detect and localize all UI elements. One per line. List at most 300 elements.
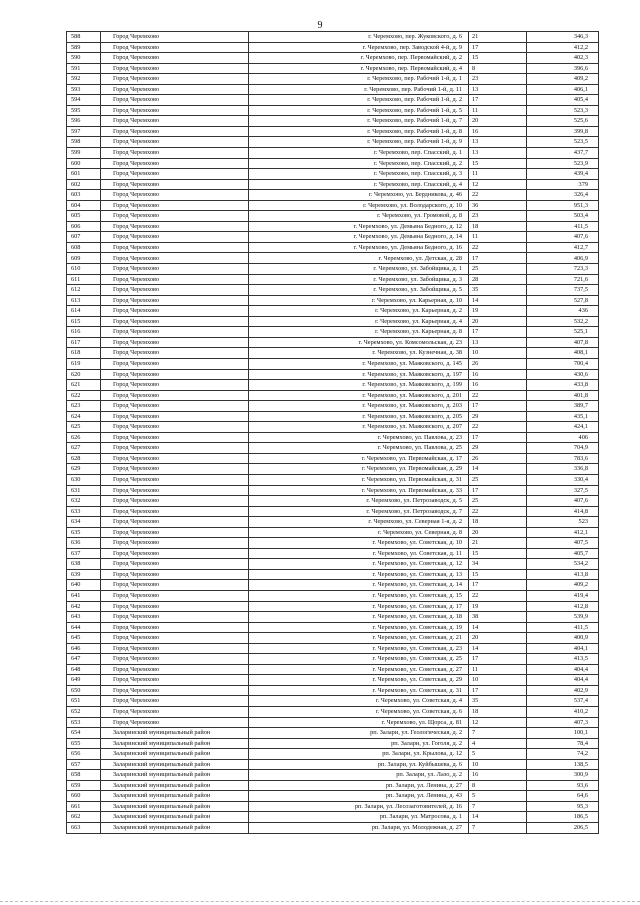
municipality-cell: Город Черемхово bbox=[101, 464, 249, 475]
area-cell: 404,1 bbox=[527, 643, 599, 654]
table-row bbox=[67, 285, 599, 296]
area-cell: 534,2 bbox=[527, 559, 599, 570]
table-row bbox=[67, 590, 599, 601]
table-row bbox=[67, 84, 599, 95]
table-row bbox=[67, 464, 599, 475]
area-cell: 409,2 bbox=[527, 74, 599, 85]
municipality-cell: Город Черемхово bbox=[101, 264, 249, 275]
row-number-cell: 627 bbox=[67, 443, 101, 454]
count-cell: 22 bbox=[469, 422, 527, 433]
row-number-cell: 602 bbox=[67, 179, 101, 190]
address-cell: г. Черемхово, ул. Карьерная, д. 10 bbox=[249, 295, 469, 306]
municipality-cell: Город Черемхово bbox=[101, 548, 249, 559]
count-cell: 17 bbox=[469, 580, 527, 591]
area-cell: 424,1 bbox=[527, 422, 599, 433]
table-row bbox=[67, 422, 599, 433]
address-cell: г. Черемхово, ул. Советская, д. 18 bbox=[249, 612, 469, 623]
table-row bbox=[67, 633, 599, 644]
count-cell: 21 bbox=[469, 32, 527, 43]
table-row bbox=[67, 453, 599, 464]
count-cell: 22 bbox=[469, 390, 527, 401]
count-cell: 17 bbox=[469, 42, 527, 53]
row-number-cell: 638 bbox=[67, 559, 101, 570]
table-row bbox=[67, 200, 599, 211]
table-row bbox=[67, 211, 599, 222]
municipality-cell: Город Черемхово bbox=[101, 675, 249, 686]
row-number-cell: 648 bbox=[67, 664, 101, 675]
count-cell: 16 bbox=[469, 380, 527, 391]
row-number-cell: 652 bbox=[67, 707, 101, 718]
row-number-cell: 595 bbox=[67, 105, 101, 116]
count-cell: 10 bbox=[469, 348, 527, 359]
row-number-cell: 661 bbox=[67, 801, 101, 812]
municipality-cell: Город Черемхово bbox=[101, 295, 249, 306]
row-number-cell: 610 bbox=[67, 264, 101, 275]
area-cell: 437,7 bbox=[527, 148, 599, 159]
municipality-cell: Город Черемхово bbox=[101, 622, 249, 633]
area-cell: 206,5 bbox=[527, 823, 599, 834]
area-cell: 419,4 bbox=[527, 590, 599, 601]
area-cell: 523,9 bbox=[527, 158, 599, 169]
row-number-cell: 606 bbox=[67, 221, 101, 232]
municipality-cell: Заларинский муниципальный район bbox=[101, 728, 249, 739]
municipality-cell: Город Черемхово bbox=[101, 285, 249, 296]
area-cell: 405,4 bbox=[527, 95, 599, 106]
area-cell: 95,3 bbox=[527, 801, 599, 812]
municipality-cell: Заларинский муниципальный район bbox=[101, 759, 249, 770]
table-row bbox=[67, 675, 599, 686]
area-cell: 435,1 bbox=[527, 411, 599, 422]
table-row bbox=[67, 717, 599, 728]
area-cell: 439,4 bbox=[527, 169, 599, 180]
table-row bbox=[67, 517, 599, 528]
table-row bbox=[67, 369, 599, 380]
table-row bbox=[67, 791, 599, 802]
table-row bbox=[67, 823, 599, 834]
municipality-cell: Заларинский муниципальный район bbox=[101, 812, 249, 823]
area-cell: 326,4 bbox=[527, 190, 599, 201]
table-row bbox=[67, 295, 599, 306]
table-row bbox=[67, 74, 599, 85]
area-cell: 327,5 bbox=[527, 485, 599, 496]
row-number-cell: 663 bbox=[67, 823, 101, 834]
table-row bbox=[67, 190, 599, 201]
address-cell: г. Черемхово, ул. Бердникова, д. 46 bbox=[249, 190, 469, 201]
table-row bbox=[67, 780, 599, 791]
address-cell: рп. Залари, ул. Ленина, д. 27 bbox=[249, 780, 469, 791]
table-row bbox=[67, 264, 599, 275]
count-cell: 21 bbox=[469, 538, 527, 549]
table-row bbox=[67, 105, 599, 116]
row-number-cell: 660 bbox=[67, 791, 101, 802]
count-cell: 11 bbox=[469, 169, 527, 180]
area-cell: 413,5 bbox=[527, 654, 599, 665]
area-cell: 64,6 bbox=[527, 791, 599, 802]
area-cell: 406,1 bbox=[527, 84, 599, 95]
row-number-cell: 626 bbox=[67, 432, 101, 443]
row-number-cell: 659 bbox=[67, 780, 101, 791]
table-row bbox=[67, 126, 599, 137]
municipality-cell: Город Черемхово bbox=[101, 274, 249, 285]
area-cell: 523,5 bbox=[527, 137, 599, 148]
municipality-cell: Заларинский муниципальный район bbox=[101, 770, 249, 781]
row-number-cell: 649 bbox=[67, 675, 101, 686]
address-cell: г. Черемхово, ул. Маяковского, д. 207 bbox=[249, 422, 469, 433]
table-row bbox=[67, 654, 599, 665]
table-row bbox=[67, 801, 599, 812]
count-cell: 20 bbox=[469, 527, 527, 538]
table-row bbox=[67, 770, 599, 781]
area-cell: 410,2 bbox=[527, 707, 599, 718]
area-cell: 138,5 bbox=[527, 759, 599, 770]
row-number-cell: 653 bbox=[67, 717, 101, 728]
row-number-cell: 654 bbox=[67, 728, 101, 739]
address-cell: г. Черемхово, ул. Щорса, д. 81 bbox=[249, 717, 469, 728]
count-cell: 26 bbox=[469, 358, 527, 369]
municipality-cell: Город Черемхово bbox=[101, 601, 249, 612]
count-cell: 35 bbox=[469, 285, 527, 296]
table-row bbox=[67, 728, 599, 739]
count-cell: 13 bbox=[469, 148, 527, 159]
table-row bbox=[67, 179, 599, 190]
address-cell: г. Черемхово, ул. Первомайская, д. 31 bbox=[249, 474, 469, 485]
row-number-cell: 647 bbox=[67, 654, 101, 665]
table-row bbox=[67, 32, 599, 43]
area-cell: 430,6 bbox=[527, 369, 599, 380]
municipality-cell: Город Черемхово bbox=[101, 74, 249, 85]
row-number-cell: 630 bbox=[67, 474, 101, 485]
row-number-cell: 615 bbox=[67, 316, 101, 327]
address-cell: г. Черемхово, ул. Советская, д. 11 bbox=[249, 548, 469, 559]
count-cell: 26 bbox=[469, 453, 527, 464]
row-number-cell: 614 bbox=[67, 306, 101, 317]
area-cell: 433,8 bbox=[527, 380, 599, 391]
count-cell: 16 bbox=[469, 770, 527, 781]
municipality-cell: Город Черемхово bbox=[101, 422, 249, 433]
table-row bbox=[67, 601, 599, 612]
municipality-cell: Город Черемхово bbox=[101, 633, 249, 644]
row-number-cell: 642 bbox=[67, 601, 101, 612]
count-cell: 11 bbox=[469, 664, 527, 675]
address-cell: г. Черемхово, ул. Советская, д. 17 bbox=[249, 601, 469, 612]
table-row bbox=[67, 337, 599, 348]
count-cell: 15 bbox=[469, 158, 527, 169]
row-number-cell: 617 bbox=[67, 337, 101, 348]
table-row bbox=[67, 232, 599, 243]
municipality-cell: Город Черемхово bbox=[101, 84, 249, 95]
municipality-cell: Заларинский муниципальный район bbox=[101, 780, 249, 791]
area-cell: 336,8 bbox=[527, 464, 599, 475]
address-cell: г. Черемхово, ул. Детская, д. 28 bbox=[249, 253, 469, 264]
address-cell: г. Черемхово, ул. Первомайская, д. 33 bbox=[249, 485, 469, 496]
page-number: 9 bbox=[317, 20, 323, 31]
area-cell: 412,8 bbox=[527, 601, 599, 612]
row-number-cell: 598 bbox=[67, 137, 101, 148]
municipality-cell: Город Черемхово bbox=[101, 569, 249, 580]
address-cell: г. Черемхово, ул. Петрозаводск, д. 7 bbox=[249, 506, 469, 517]
count-cell: 10 bbox=[469, 675, 527, 686]
table-row bbox=[67, 148, 599, 159]
count-cell: 17 bbox=[469, 685, 527, 696]
count-cell: 14 bbox=[469, 622, 527, 633]
municipality-cell: Город Черемхово bbox=[101, 664, 249, 675]
area-cell: 399,8 bbox=[527, 126, 599, 137]
municipality-cell: Город Черемхово bbox=[101, 253, 249, 264]
address-cell: г. Черемхово, ул. Советская, д. 6 bbox=[249, 707, 469, 718]
row-number-cell: 651 bbox=[67, 696, 101, 707]
area-cell: 527,8 bbox=[527, 295, 599, 306]
address-cell: г. Черемхово, ул. Володарского, д. 10 bbox=[249, 200, 469, 211]
table-row bbox=[67, 696, 599, 707]
table-row bbox=[67, 411, 599, 422]
count-cell: 16 bbox=[469, 369, 527, 380]
row-number-cell: 621 bbox=[67, 380, 101, 391]
row-number-cell: 597 bbox=[67, 126, 101, 137]
count-cell: 13 bbox=[469, 84, 527, 95]
count-cell: 25 bbox=[469, 264, 527, 275]
municipality-cell: Заларинский муниципальный район bbox=[101, 749, 249, 760]
address-cell: г. Черемхово, ул. Забойщика, д. 1 bbox=[249, 264, 469, 275]
row-number-cell: 594 bbox=[67, 95, 101, 106]
table-row bbox=[67, 316, 599, 327]
count-cell: 15 bbox=[469, 53, 527, 64]
count-cell: 13 bbox=[469, 137, 527, 148]
row-number-cell: 599 bbox=[67, 148, 101, 159]
area-cell: 525,1 bbox=[527, 327, 599, 338]
address-cell: г. Черемхово, ул. Забойщика, д. 5 bbox=[249, 285, 469, 296]
address-cell: рп. Залари, ул. Крылова, д. 12 bbox=[249, 749, 469, 760]
row-number-cell: 588 bbox=[67, 32, 101, 43]
table-row bbox=[67, 95, 599, 106]
count-cell: 13 bbox=[469, 337, 527, 348]
address-cell: г. Черемхово, пер. Рабочий 1-й, д. 11 bbox=[249, 84, 469, 95]
row-number-cell: 655 bbox=[67, 738, 101, 749]
count-cell: 19 bbox=[469, 601, 527, 612]
row-number-cell: 645 bbox=[67, 633, 101, 644]
table-row bbox=[67, 559, 599, 570]
table-row bbox=[67, 538, 599, 549]
address-cell: г. Черемхово, ул. Громовой, д. 8 bbox=[249, 211, 469, 222]
address-cell: рп. Залари, ул. Гоголя, д. 2 bbox=[249, 738, 469, 749]
area-cell: 407,3 bbox=[527, 717, 599, 728]
area-cell: 400,9 bbox=[527, 633, 599, 644]
table-row bbox=[67, 158, 599, 169]
row-number-cell: 637 bbox=[67, 548, 101, 559]
row-number-cell: 644 bbox=[67, 622, 101, 633]
area-cell: 346,3 bbox=[527, 32, 599, 43]
municipality-cell: Заларинский муниципальный район bbox=[101, 791, 249, 802]
address-cell: г. Черемхово, пер. Рабочий 1-й, д. 1 bbox=[249, 74, 469, 85]
row-number-cell: 620 bbox=[67, 369, 101, 380]
municipality-cell: Город Черемхово bbox=[101, 654, 249, 665]
table-row bbox=[67, 348, 599, 359]
address-cell: г. Черемхово, ул. Демьяна Бедного, д. 14 bbox=[249, 232, 469, 243]
address-cell: рп. Залари, ул. Геологическая, д. 2 bbox=[249, 728, 469, 739]
address-cell: г. Черемхово, пер. Первомайский, д. 2 bbox=[249, 53, 469, 64]
table-row bbox=[67, 612, 599, 623]
address-cell: г. Черемхово, ул. Маяковского, д. 199 bbox=[249, 380, 469, 391]
municipality-cell: Город Черемхово bbox=[101, 685, 249, 696]
table-row bbox=[67, 622, 599, 633]
count-cell: 23 bbox=[469, 74, 527, 85]
table-row bbox=[67, 643, 599, 654]
area-cell: 407,8 bbox=[527, 337, 599, 348]
count-cell: 8 bbox=[469, 63, 527, 74]
count-cell: 5 bbox=[469, 749, 527, 760]
municipality-cell: Город Черемхово bbox=[101, 221, 249, 232]
area-cell: 402,3 bbox=[527, 53, 599, 64]
row-number-cell: 590 bbox=[67, 53, 101, 64]
address-cell: рп. Залари, ул. Матросова, д. 1 bbox=[249, 812, 469, 823]
area-cell: 523,3 bbox=[527, 105, 599, 116]
address-cell: г. Черемхово, ул. Советская, д. 25 bbox=[249, 654, 469, 665]
row-number-cell: 633 bbox=[67, 506, 101, 517]
count-cell: 20 bbox=[469, 116, 527, 127]
municipality-cell: Город Черемхово bbox=[101, 327, 249, 338]
row-number-cell: 613 bbox=[67, 295, 101, 306]
address-cell: г. Черемхово, ул. Советская, д. 10 bbox=[249, 538, 469, 549]
municipality-cell: Заларинский муниципальный район bbox=[101, 823, 249, 834]
row-number-cell: 635 bbox=[67, 527, 101, 538]
address-cell: г. Черемхово, ул. Советская, д. 27 bbox=[249, 664, 469, 675]
row-number-cell: 591 bbox=[67, 63, 101, 74]
address-cell: г. Черемхово, ул. Советская, д. 31 bbox=[249, 685, 469, 696]
row-number-cell: 611 bbox=[67, 274, 101, 285]
address-cell: г. Черемхово, пер. Спасский, д. 4 bbox=[249, 179, 469, 190]
row-number-cell: 603 bbox=[67, 190, 101, 201]
address-cell: рп. Залари, ул. Лесозаготовителей, д. 16 bbox=[249, 801, 469, 812]
row-number-cell: 623 bbox=[67, 401, 101, 412]
municipality-cell: Город Черемхово bbox=[101, 643, 249, 654]
table-row bbox=[67, 358, 599, 369]
municipality-cell: Город Черемхово bbox=[101, 432, 249, 443]
row-number-cell: 618 bbox=[67, 348, 101, 359]
row-number-cell: 636 bbox=[67, 538, 101, 549]
municipality-cell: Город Черемхово bbox=[101, 126, 249, 137]
municipality-cell: Город Черемхово bbox=[101, 95, 249, 106]
row-number-cell: 624 bbox=[67, 411, 101, 422]
municipality-cell: Город Черемхово bbox=[101, 242, 249, 253]
count-cell: 25 bbox=[469, 496, 527, 507]
address-cell: г. Черемхово, ул. Карьерная, д. 8 bbox=[249, 327, 469, 338]
row-number-cell: 616 bbox=[67, 327, 101, 338]
area-cell: 737,5 bbox=[527, 285, 599, 296]
area-cell: 93,6 bbox=[527, 780, 599, 791]
table-row bbox=[67, 580, 599, 591]
area-cell: 404,4 bbox=[527, 664, 599, 675]
area-cell: 503,4 bbox=[527, 211, 599, 222]
row-number-cell: 625 bbox=[67, 422, 101, 433]
count-cell: 11 bbox=[469, 105, 527, 116]
table-row bbox=[67, 53, 599, 64]
municipality-cell: Город Черемхово bbox=[101, 190, 249, 201]
count-cell: 7 bbox=[469, 801, 527, 812]
row-number-cell: 650 bbox=[67, 685, 101, 696]
table-row bbox=[67, 506, 599, 517]
area-cell: 379 bbox=[527, 179, 599, 190]
count-cell: 17 bbox=[469, 654, 527, 665]
address-cell: г. Черемхово, ул. Карьерная, д. 2 bbox=[249, 306, 469, 317]
count-cell: 14 bbox=[469, 643, 527, 654]
address-cell: г. Черемхово, пер. Спасский, д. 2 bbox=[249, 158, 469, 169]
count-cell: 8 bbox=[469, 780, 527, 791]
count-cell: 19 bbox=[469, 306, 527, 317]
municipality-cell: Город Черемхово bbox=[101, 316, 249, 327]
municipality-cell: Город Черемхово bbox=[101, 232, 249, 243]
address-cell: г. Черемхово, ул. Советская, д. 15 bbox=[249, 590, 469, 601]
row-number-cell: 619 bbox=[67, 358, 101, 369]
municipality-cell: Город Черемхово bbox=[101, 158, 249, 169]
municipality-cell: Город Черемхово bbox=[101, 517, 249, 528]
address-cell: г. Черемхово, ул. Советская, д. 29 bbox=[249, 675, 469, 686]
address-cell: г. Черемхово, ул. Демьяна Бедного, д. 12 bbox=[249, 221, 469, 232]
address-cell: г. Черемхово, пер. Рабочий 1-й, д. 5 bbox=[249, 105, 469, 116]
address-cell: г. Черемхово, ул. Первомайская, д. 17 bbox=[249, 453, 469, 464]
municipality-cell: Город Черемхово bbox=[101, 474, 249, 485]
address-cell: г. Черемхово, пер. Рабочий 1-й, д. 8 bbox=[249, 126, 469, 137]
address-cell: г. Черемхово, пер. Рабочий 1-й, д. 2 bbox=[249, 95, 469, 106]
address-cell: рп. Залари, ул. Молодежная, д. 27 bbox=[249, 823, 469, 834]
area-cell: 436 bbox=[527, 306, 599, 317]
area-cell: 404,4 bbox=[527, 675, 599, 686]
address-cell: г. Черемхово, ул. Маяковского, д. 203 bbox=[249, 401, 469, 412]
municipality-cell: Город Черемхово bbox=[101, 380, 249, 391]
address-cell: г. Черемхово, ул. Забойщика, д. 3 bbox=[249, 274, 469, 285]
count-cell: 10 bbox=[469, 759, 527, 770]
row-number-cell: 629 bbox=[67, 464, 101, 475]
area-cell: 537,4 bbox=[527, 696, 599, 707]
address-cell: г. Черемхово, ул. Маяковского, д. 205 bbox=[249, 411, 469, 422]
municipality-cell: Город Черемхово bbox=[101, 358, 249, 369]
area-cell: 412,1 bbox=[527, 527, 599, 538]
address-cell: г. Черемхово, пер. Рабочий 1-й, д. 7 bbox=[249, 116, 469, 127]
area-cell: 411,5 bbox=[527, 221, 599, 232]
municipality-cell: Город Черемхово bbox=[101, 105, 249, 116]
municipality-cell: Город Черемхово bbox=[101, 179, 249, 190]
municipality-cell: Город Черемхово bbox=[101, 348, 249, 359]
count-cell: 23 bbox=[469, 211, 527, 222]
area-cell: 539,9 bbox=[527, 612, 599, 623]
area-cell: 186,5 bbox=[527, 812, 599, 823]
table-row bbox=[67, 664, 599, 675]
count-cell: 12 bbox=[469, 179, 527, 190]
area-cell: 412,7 bbox=[527, 242, 599, 253]
row-number-cell: 643 bbox=[67, 612, 101, 623]
count-cell: 12 bbox=[469, 717, 527, 728]
address-cell: г. Черемхово, пер. Спасский, д. 1 bbox=[249, 148, 469, 159]
row-number-cell: 632 bbox=[67, 496, 101, 507]
address-cell: г. Черемхово, ул. Советская, д. 12 bbox=[249, 559, 469, 570]
address-cell: г. Черемхово, ул. Северная 1-я, д. 2 bbox=[249, 517, 469, 528]
row-number-cell: 640 bbox=[67, 580, 101, 591]
count-cell: 18 bbox=[469, 707, 527, 718]
row-number-cell: 596 bbox=[67, 116, 101, 127]
address-cell: г. Черемхово, ул. Маяковского, д. 145 bbox=[249, 358, 469, 369]
address-cell: рп. Залари, ул. Куйбышева, д. 6 bbox=[249, 759, 469, 770]
table-row bbox=[67, 812, 599, 823]
count-cell: 38 bbox=[469, 612, 527, 623]
area-cell: 723,3 bbox=[527, 264, 599, 275]
address-cell: г. Черемхово, ул. Павлова, д. 23 bbox=[249, 432, 469, 443]
row-number-cell: 612 bbox=[67, 285, 101, 296]
table-row bbox=[67, 707, 599, 718]
municipality-cell: Город Черемхово bbox=[101, 369, 249, 380]
table-row bbox=[67, 306, 599, 317]
area-cell: 401,8 bbox=[527, 390, 599, 401]
table-row bbox=[67, 327, 599, 338]
table-row bbox=[67, 749, 599, 760]
area-cell: 406,9 bbox=[527, 253, 599, 264]
